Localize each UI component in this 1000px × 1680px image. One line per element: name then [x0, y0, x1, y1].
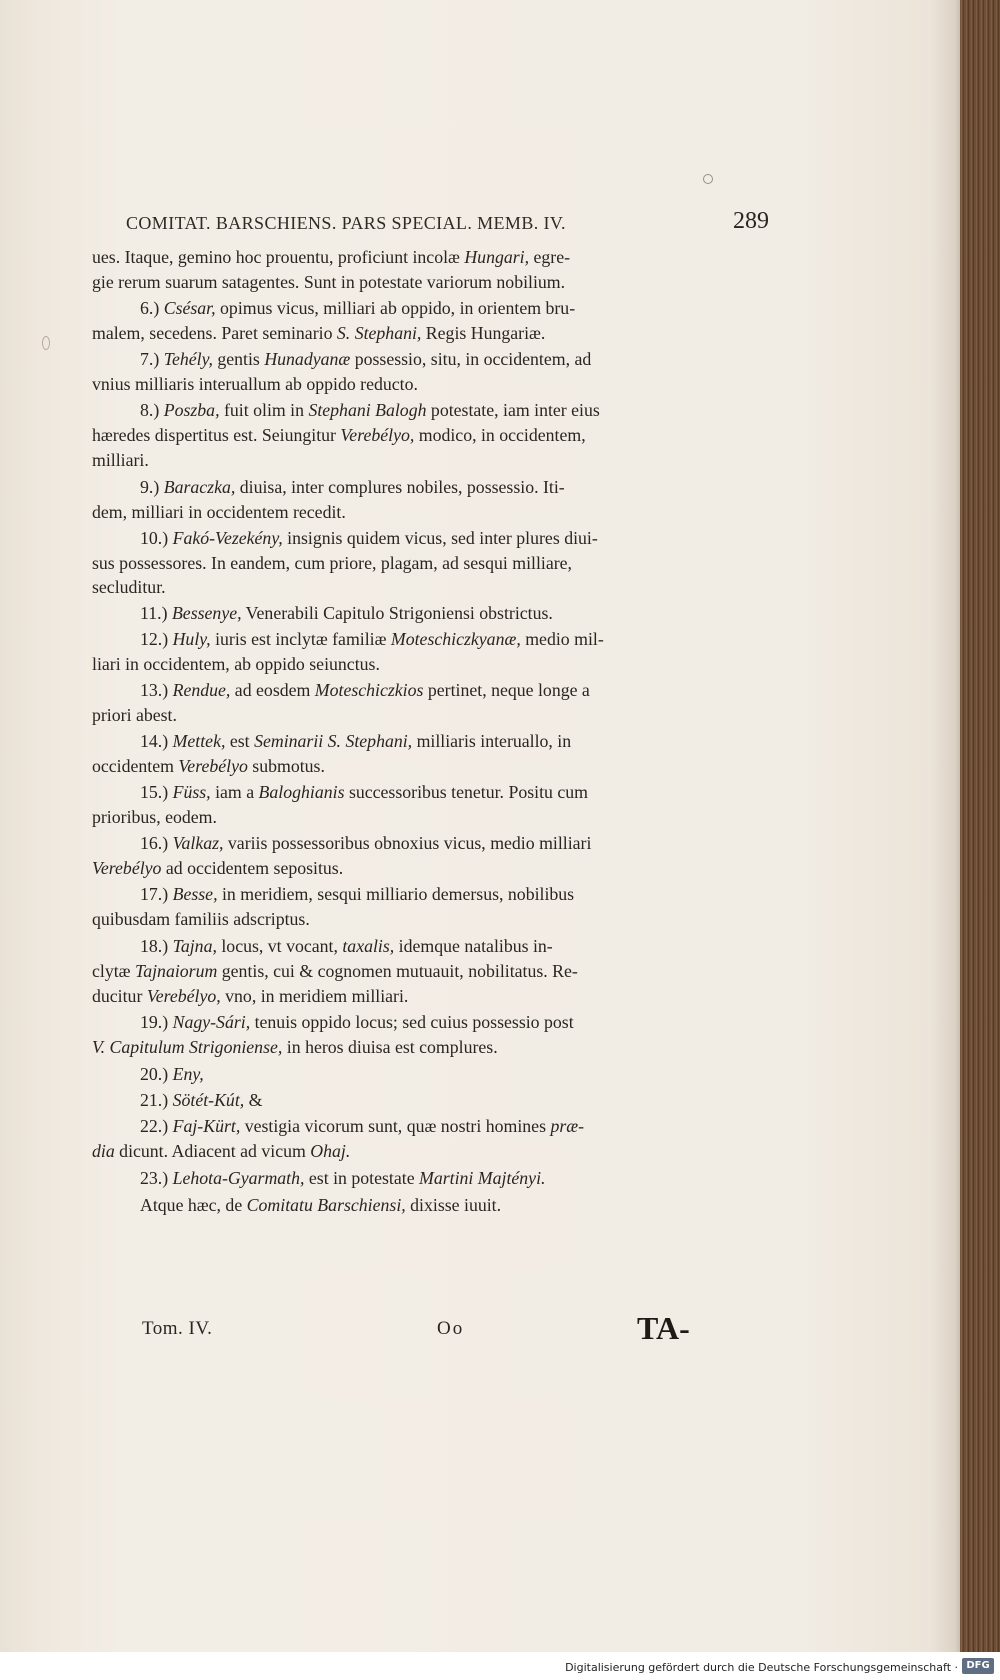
text-line: gie rerum suarum satagentes. Sunt in potestate variorum nobilium. — [92, 272, 566, 292]
book-edge — [960, 0, 1000, 1652]
text-line: occidentem Verebélyo submotus. — [92, 756, 325, 776]
entry-15: 15.) Füss, iam a Baloghianis successoribus tenetur. Positu cum — [140, 782, 588, 802]
entry-6: 6.) Csésar, opimus vicus, milliari ab oppido, in orientem bru- — [140, 298, 576, 318]
entry-18: 18.) Tajna, locus, vt vocant, taxalis, idemque natalibus in- — [140, 936, 553, 956]
entry-16: 16.) Valkaz, variis possessoribus obnoxius vicus, medio milliari — [140, 833, 592, 853]
entry-9: 9.) Baraczka, diuisa, inter complures nobiles, possessio. Iti- — [140, 477, 565, 497]
text-line: sus possessores. In eandem, cum priore, plagam, ad sesqui milliare, — [92, 553, 572, 573]
text-line: Verebélyo ad occidentem sepositus. — [92, 858, 344, 878]
ink-dot-mark — [703, 174, 713, 184]
text-line: ues. Itaque, gemino hoc prouentu, proficiunt incolæ Hungari, egre- — [92, 247, 571, 267]
entry-8: 8.) Poszba, fuit olim in Stephani Balogh potestate, iam inter eius — [140, 400, 600, 420]
signature-mark: Oo — [437, 1318, 465, 1339]
entry-10: 10.) Fakó-Vezekény, insignis quidem vicus, sed inter plures diui- — [140, 528, 598, 548]
closing-line: Atque hæc, de Comitatu Barschiensi, dixisse iuuit. — [140, 1195, 502, 1215]
text-line: priori abest. — [92, 705, 177, 725]
running-header: COMITAT. BARSCHIENS. PARS SPECIAL. MEMB. IV. — [126, 213, 566, 233]
entry-23: 23.) Lehota-Gyarmath, est in potestate Martini Majtényi. — [140, 1168, 546, 1188]
credit-text: Digitalisierung gefördert durch die Deutsche Forschungsgemeinschaft · — [565, 1661, 958, 1674]
entry-21: 21.) Sötét-Kút, & — [140, 1090, 263, 1110]
entry-11: 11.) Bessenye, Venerabili Capitulo Strigoniensi obstrictus. — [140, 603, 553, 623]
text-line: milliari. — [92, 450, 149, 470]
text-line: dem, milliari in occidentem recedit. — [92, 502, 346, 522]
text-line: V. Capitulum Strigoniense, in heros diuisa est complures. — [92, 1037, 498, 1057]
text-line: prioribus, eodem. — [92, 807, 217, 827]
text-line: ducitur Verebélyo, vno, in meridiem milliari. — [92, 986, 409, 1006]
entry-19: 19.) Nagy-Sári, tenuis oppido locus; sed cuius possessio post — [140, 1012, 574, 1032]
text-line: liari in occidentem, ab oppido seiunctus. — [92, 654, 380, 674]
text-line: clytæ Tajnaiorum gentis, cui & cognomen mutuauit, nobilitatus. Re- — [92, 961, 578, 981]
catchword: TA- — [637, 1310, 690, 1346]
text-line: vnius milliaris interuallum ab oppido reducto. — [92, 374, 418, 394]
entry-12: 12.) Huly, iuris est inclytæ familiæ Moteschiczkyanæ, medio mil- — [140, 629, 604, 649]
text-line: secluditur. — [92, 577, 166, 597]
entry-7: 7.) Tehély, gentis Hunadyanæ possessio, situ, in occidentem, ad — [140, 349, 592, 369]
dfg-logo: DFG — [962, 1658, 994, 1674]
volume-label: Tom. IV. — [142, 1318, 213, 1339]
entry-17: 17.) Besse, in meridiem, sesqui milliario demersus, nobilibus — [140, 884, 575, 904]
entry-20: 20.) Eny, — [140, 1064, 204, 1084]
margin-mark — [42, 336, 50, 350]
text-line: malem, secedens. Paret seminario S. Stephani, Regis Hungariæ. — [92, 323, 546, 343]
text-line: quibusdam familiis adscriptus. — [92, 909, 310, 929]
entry-22: 22.) Faj-Kürt, vestigia vicorum sunt, quæ nostri homines præ- — [140, 1116, 585, 1136]
text-line: dia dicunt. Adiacent ad vicum Ohaj. — [92, 1141, 351, 1161]
entry-13: 13.) Rendue, ad eosdem Moteschiczkios pertinet, neque longe a — [140, 680, 590, 700]
page-number: 289 — [733, 208, 769, 234]
text-line: hæredes dispertitus est. Seiungitur Verebélyo, modico, in occidentem, — [92, 425, 586, 445]
entry-14: 14.) Mettek, est Seminarii S. Stephani, milliaris interuallo, in — [140, 731, 572, 751]
